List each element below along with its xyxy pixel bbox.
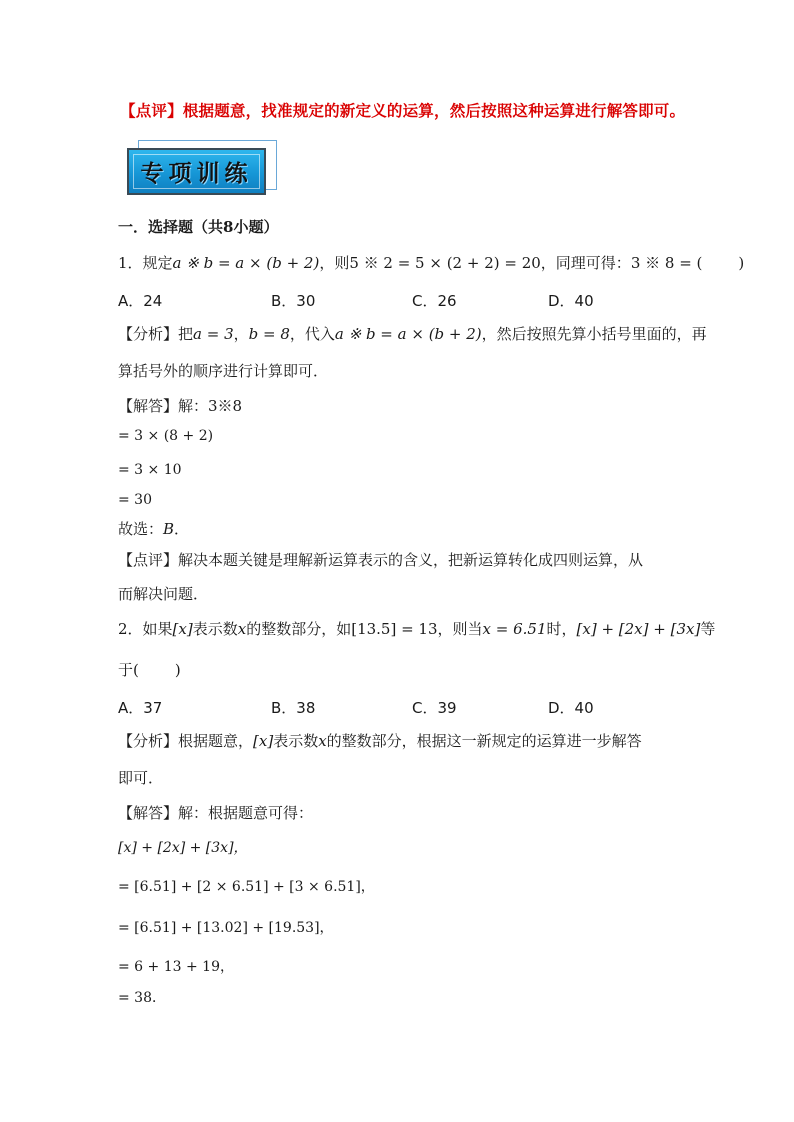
- q1-solution-title: 【解答】解：3※8: [118, 397, 243, 415]
- q2-stem-line1: 2．如果[x]表示数x的整数部分，如[13.5] = 13，则当x = 6.51时，[x] + [2x] + [3x]等: [118, 620, 716, 638]
- q2-step-5: = 38．: [118, 990, 166, 1006]
- q1-stem: 1．规定a ※ b = a × (b + 2)，则5 ※ 2 = 5 × (2 + 2) = 20，同理可得：3 ※ 8 = ( ): [118, 254, 745, 272]
- q2-stem-line2: 于( ): [118, 661, 181, 679]
- section-banner: [127, 148, 266, 195]
- q2-analysis-line1: 【分析】根据题意，[x]表示数x的整数部分，根据这一新规定的运算进一步解答: [118, 732, 642, 750]
- q2-step-3: = [6.51] + [13.02] + [19.53]，: [118, 920, 334, 936]
- intro-comment: 【点评】根据题意，找准规定的新定义的运算，然后按照这种运算进行解答即可。: [120, 101, 686, 120]
- q2-analysis-line2: 即可．: [118, 769, 164, 787]
- q1-option-b[interactable]: B．30: [271, 292, 316, 310]
- q1-comment-line2: 而解决问题．: [118, 585, 209, 603]
- q1-option-a[interactable]: A．24: [118, 292, 163, 310]
- q2-option-a[interactable]: A．37: [118, 699, 163, 717]
- q2-step-4: = 6 + 13 + 19，: [118, 959, 234, 975]
- q2-option-c[interactable]: C．39: [412, 699, 457, 717]
- q1-comment-line1: 【点评】解决本题关键是理解新运算表示的含义，把新运算转化成四则运算，从: [118, 551, 644, 569]
- q1-choice: 故选：B．: [118, 520, 190, 538]
- banner-title: 专项训练: [140, 161, 253, 187]
- q1-step-1: = 3 × (8 + 2): [118, 428, 214, 444]
- q2-step-1: [x] + [2x] + [3x]，: [118, 840, 248, 856]
- q1-analysis-line1: 【分析】把a = 3，b = 8，代入a ※ b = a × (b + 2)，然后按照先算小括号里面的，再: [118, 325, 707, 343]
- q1-option-d[interactable]: D．40: [548, 292, 594, 310]
- q2-option-d[interactable]: D．40: [548, 699, 594, 717]
- q1-analysis-line2: 算括号外的顺序进行计算即可．: [118, 362, 329, 380]
- q1-step-3: = 30: [118, 492, 152, 508]
- q1-step-2: = 3 × 10: [118, 462, 182, 478]
- q2-solution-title: 【解答】解：根据题意可得：: [118, 804, 314, 822]
- q2-option-b[interactable]: B．38: [271, 699, 316, 717]
- section-title: 一．选择题（共8小题）: [118, 218, 279, 236]
- q2-step-2: = [6.51] + [2 × 6.51] + [3 × 6.51]，: [118, 879, 375, 895]
- q1-option-c[interactable]: C．26: [412, 292, 457, 310]
